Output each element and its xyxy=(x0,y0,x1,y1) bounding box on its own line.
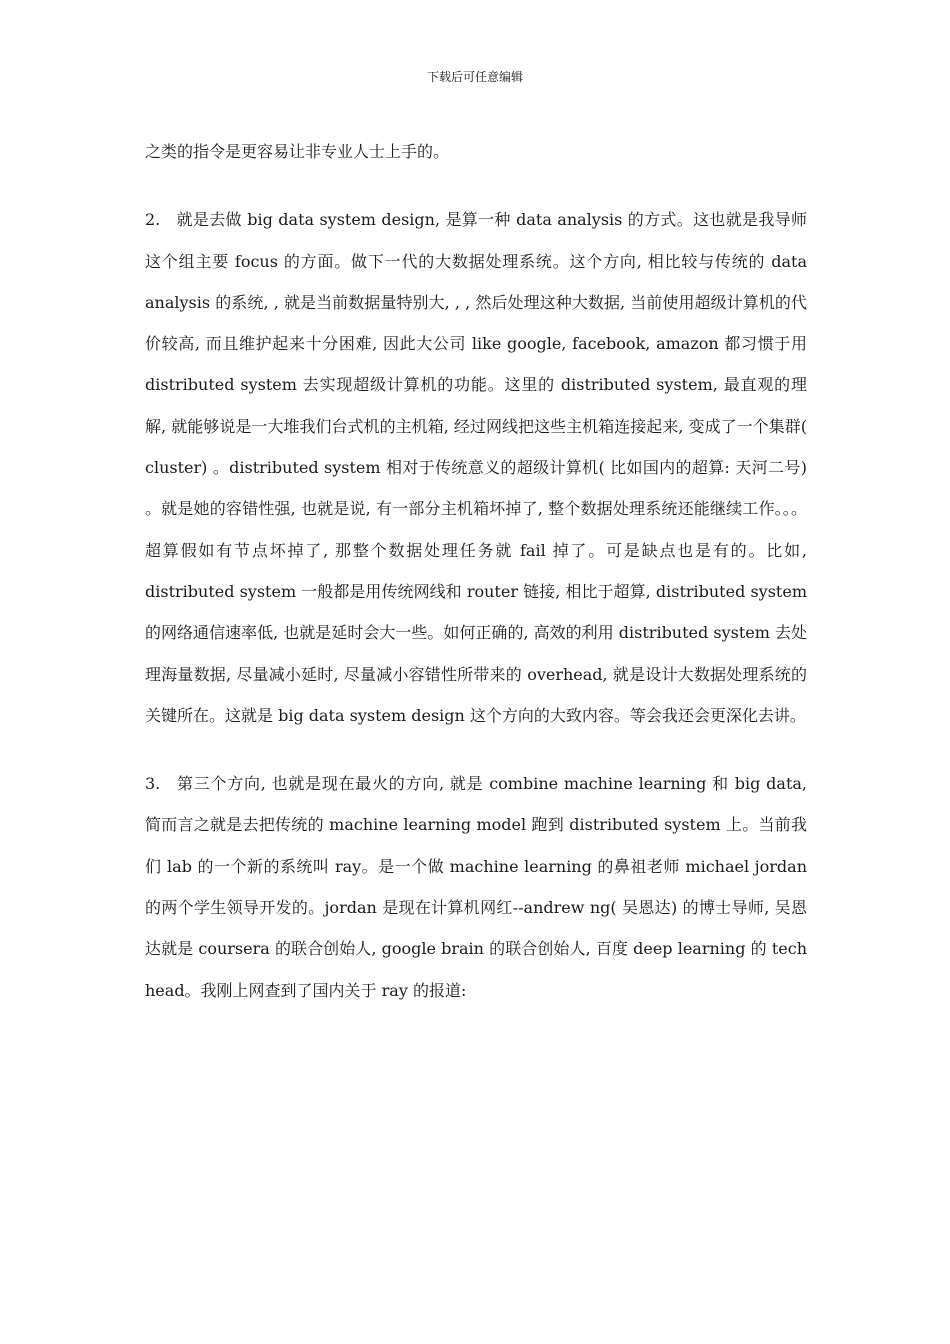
paragraph-number: 2. xyxy=(145,210,161,230)
paragraph-text: 就是去做 big data system design, 是算一种 data analysis 的方式。这也就是我导师这个组主要 focus 的方面。做下一代的大数据处理系统。这个方向, 相比较与传统的 data analysis 的系统, , 就是当前数据量特别大, , , 然后处理这种大数据, 当前使用超级计算机的代价较高, 而且维护起来十分困难, 因此大公司 like google, facebook, amazon 都习惯于用 distributed system 去实现超级计算机的功能。这里的 distributed system, 最直观的理解, 就能够说是一大堆我们台式机的主机箱, 经过网线把这些主机箱连接起来, 变成了一个集群( cluster) 。distributed system 相对于传统意义的超级计算机( 比如国内的超算: 天河二号) 。就是她的容错性强, 也就是说, 有一部分主机箱坏掉了, 整个数据处理系统还能继续工作。。。 超算假如有节点坏掉了, 那整个数据处理任务就 fail 掉了。可是缺点也是有的。比如, distributed system 一般都是用传统网线和 router 链接, 相比于超算, distributed system 的网络通信速率低, 也就是延时会大一些。如何正确的, 高效的利用 distributed system 去处理海量数据, 尽量减小延时, 尽量减小容错性所带来的 overhead, 就是设计大数据处理系统的关键所在。这就是 big data system design 这个方向的大致内容。等会我还会更深化去讲。 xyxy=(145,210,807,725)
paragraph-text: 之类的指令是更容易让非专业人士上手的。 xyxy=(145,142,450,161)
paragraph-text: 第三个方向, 也就是现在最火的方向, 就是 combine machine learning 和 big data, 简而言之就是去把传统的 machine learning model 跑到 distributed system 上。当前我们 lab 的一个新的系统叫 ray。是一个做 machine learning 的鼻祖老师 michael jordan 的两个学生领导开发的。jordan 是现在计算机网红--andrew ng( 吴恩达) 的博士导师, 吴恩达就是 coursera 的联合创始人, google brain 的联合创始人, 百度 deep learning 的 tech head。我刚上网查到了国内关于 ray 的报道: xyxy=(145,774,807,1000)
page-header: 下载后可任意编辑 xyxy=(426,70,523,84)
paragraph-continuation xyxy=(145,131,807,172)
paragraph-2 xyxy=(145,199,807,736)
document-body xyxy=(145,131,807,1011)
paragraph-number: 3. xyxy=(145,774,161,794)
paragraph-3 xyxy=(145,763,807,1011)
